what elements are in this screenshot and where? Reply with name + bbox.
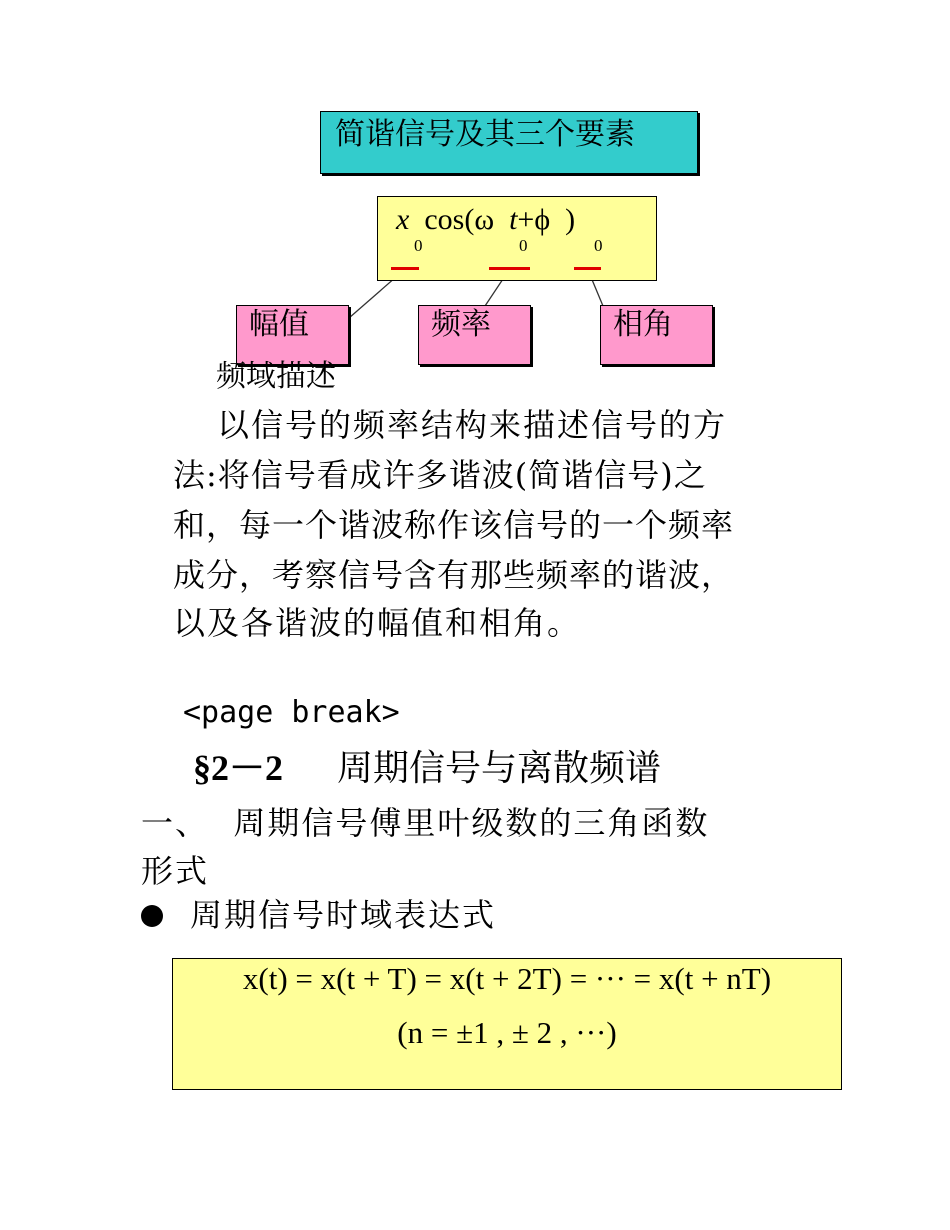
formula-cos: cos( (424, 203, 475, 236)
equation-line-1: x(t) = x(t + T) = x(t + 2T) = ··· = x(t + nT) (242, 961, 772, 996)
formula-close: ) (565, 203, 576, 236)
freq-desc-line-4: 成分，考察信号含有那些频率的谐波， (173, 556, 735, 594)
formula-sub-phi: 0 (594, 236, 603, 255)
formula-omega: ω (474, 203, 495, 236)
formula-box (377, 196, 657, 281)
formula-plus: + (517, 203, 535, 236)
bullet-dot (141, 905, 163, 927)
label-phase (600, 305, 713, 365)
label-frequency-text: 频率 (431, 307, 491, 342)
equation-box (172, 958, 842, 1090)
red-mark-phase (574, 267, 601, 270)
label-amplitude-text: 幅值 (249, 307, 309, 342)
equation-line-2: (n = ±1 , ± 2 , ···) (397, 1015, 617, 1050)
freq-desc-line-3: 和，每一个谐波称作该信号的一个频率 (173, 506, 735, 544)
label-phase-text: 相角 (613, 307, 673, 342)
label-amplitude (236, 305, 349, 365)
formula-sub-x: 0 (414, 236, 423, 255)
section-title: 周期信号与离散频谱 (337, 748, 662, 789)
page-break-marker: <page break> (183, 695, 400, 730)
label-frequency (418, 305, 531, 365)
formula-phi: ϕ (534, 203, 551, 236)
subsection-line-1: 一、 周期信号傅里叶级数的三角函数 (141, 804, 710, 842)
subsection-line-2: 形式 (141, 852, 210, 890)
formula-t: t (509, 203, 518, 236)
formula-sub-omega: 0 (519, 236, 528, 255)
bullet-text: 周期信号时域表达式 (190, 896, 497, 934)
section-heading (193, 745, 661, 792)
red-mark-amplitude (391, 267, 419, 270)
title-text: 简谐信号及其三个要素 (335, 117, 635, 152)
formula-line (396, 203, 575, 237)
freq-desc-heading: 频域描述 (216, 359, 336, 394)
title-box (320, 111, 698, 174)
formula-x: x (396, 203, 410, 236)
freq-desc-line-1: 以信号的频率结构来描述信号的方 (217, 406, 728, 444)
freq-desc-line-5: 以及各谐波的幅值和相角。 (173, 604, 582, 642)
red-mark-frequency (489, 267, 530, 270)
freq-desc-line-2: 法:将信号看成许多谐波(简谐信号)之 (173, 456, 707, 494)
section-number: §2－2 (193, 748, 284, 788)
